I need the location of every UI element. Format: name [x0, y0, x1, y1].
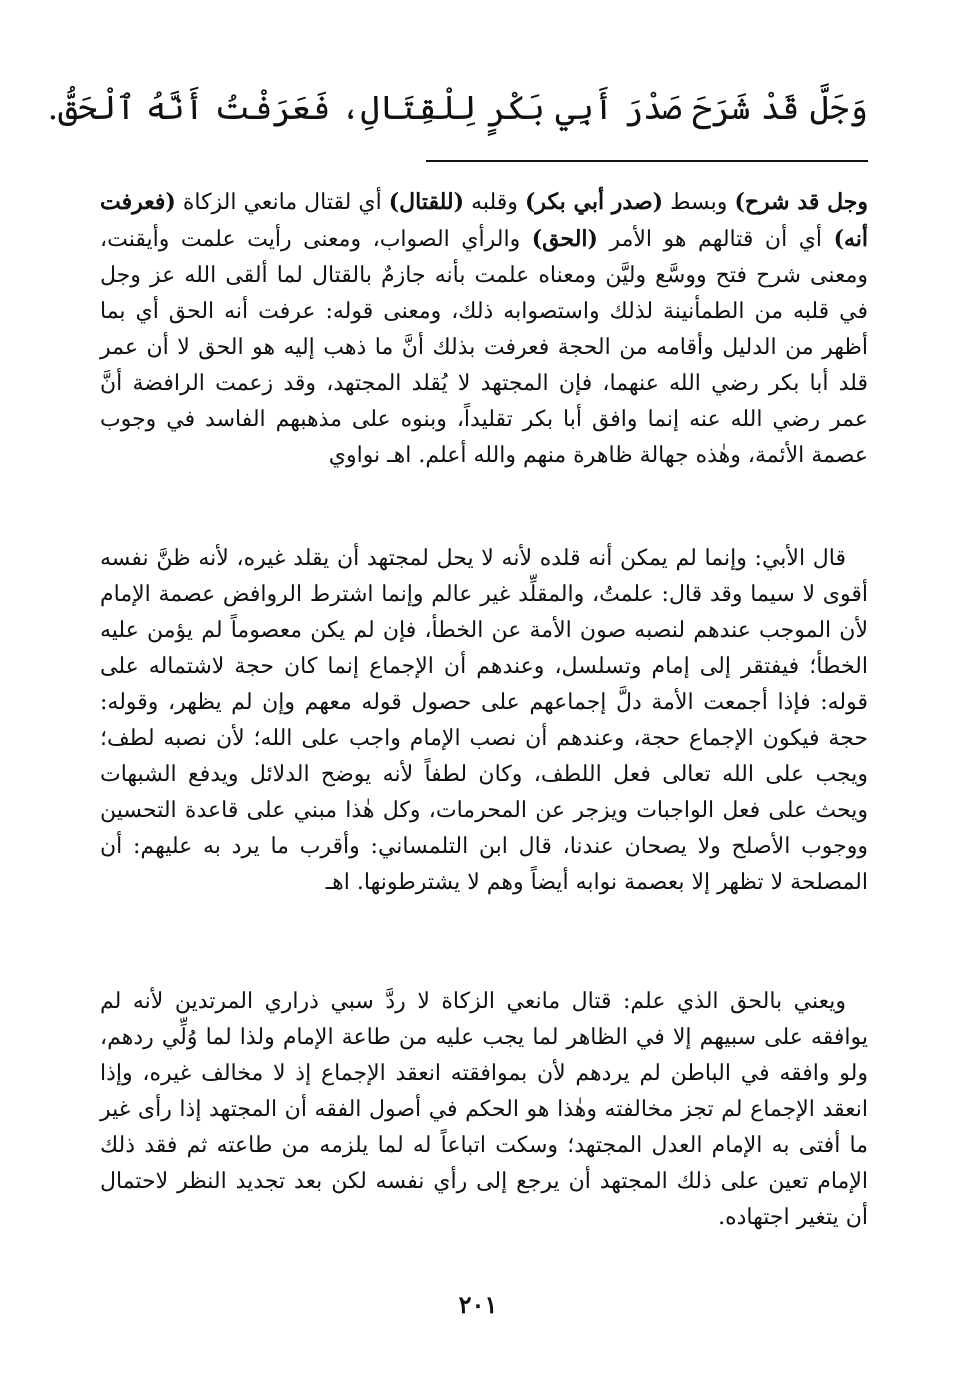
ubbi-paragraph: قال الأبي: وإنما لم يمكن أنه قلده لأنه لا يحل لمجتهد أن يقلد غيره، لأنه ظنَّ نفسه أقوى لا سيما وقد قال: علمتُ، والمقلِّد غير عالم وإنما اشترط الروافض عصمة الإمام لأن الموجب عندهم لنصبه صون الأمة عن الخطأ، فإن لم يكن معصوماً لم يؤمن عليه الخطأ؛ فيفتقر إلى إمام وتسلسل، وعندهم أن الإجماع إنما كان حجة لاشتماله على قوله: فإذا أجمعت الأمة دلَّ إجماعهم على حصول قوله معهم وإن لم يظهر، وقوله: حجة فيكون الإجماع حجة، وعندهم أن نصب الإمام واجب على الله؛ لأن نصبه لطف؛ ويجب على الله تعالى فعل اللطف، وكان لطفاً لأنه يوضح الدلائل ويدفع الشبهات ويحث على فعل الواجبات ويزجر عن المحرمات، وكل هٰذا مبني على قاعدة التحسين ووجوب الأصلح ولا يصحان عندنا، قال ابن التلمساني: وأقرب ما يرد به عليهم: أن المصلحة لا تظهر إلا بعصمة نوابه أيضاً وهم لا يشترطونها. اهـ: [100, 546, 868, 895]
page-number: ٢٠١: [458, 1290, 498, 1319]
commentary-text: وقلبه: [464, 190, 525, 215]
commentary-text: والرأي الصواب، ومعنى رأيت علمت وأيقنت، ومعنى شرح فتح ووسَّع وليَّن ومعناه علمت بأنه جازمٌ بالقتال لما ألقى الله عز وجل في قلبه من الطمأنينة لذلك واستصوابه ذلك، ومعنى قوله: عرفت أنه الحق أي بما أظهر من الدليل وأقامه من الحجة فعرفت بذلك أنَّ ما ذهب إليه هو الحق لا أن عمر قلد أبا بكر رضي الله عنهما، فإن المجتهد لا يُقلد المجتهد، وقد زعمت الرافضة أنَّ عمر رضي الله عنه إنما وافق أبا بكر تقليداً، وبنوه على مذهبهم الفاسد في وجوب عصمة الأئمة، وهٰذه جهالة ظاهرة منهم والله أعلم. اهـ نواوي: [100, 227, 868, 468]
commentary-paragraph: [100, 184, 868, 474]
separator-rule: [426, 160, 868, 162]
lemma-wajalla: وجل قد شرح): [734, 189, 868, 215]
commentary-text: وبسط: [663, 190, 735, 215]
lemma-sadr-abi-bakr: (صدر أبي بكر): [524, 189, 664, 215]
meaning-paragraph: ويعني بالحق الذي علم: قتال مانعي الزكاة لا ردَّ سبي ذراري المرتدين لأنه لم يوافقه على سبيهم إلا في الظاهر لما يجب عليه من طاعة الإمام ولذا لما وُلِّي ردهم، ولو وافقه في الباطن لم يردهم لأن بموافقته انعقد الإجماع إذ لا مخالف غيره، وإذا انعقد الإجماع لم تجز مخالفته وهٰذا هو الحكم في أصول الفقه أن المجتهد إذا رأى غير ما أفتى به الإمام العدل المجتهد؛ وسكت اتباعاً له لما يلزمه من طاعته ثم فقد ذلك الإمام تعين على ذلك المجتهد أن يرجع إلى رأي نفسه لكن بعد تجديد النظر لاحتمال أن يتغير اجتهاده.: [100, 989, 868, 1230]
lemma-faarafat-annahu: (فعرفت أنه): [100, 189, 869, 252]
lemma-alhaqq: (الحق): [531, 226, 598, 252]
hadith-text: وَجَلَّ قَدْ شَرَحَ صَدْرَ أَبِي بَكْرٍ لِلْقِتَالِ، فَعَرَفْتُ أَنَّهُ ٱلْحَقُّ.: [47, 88, 868, 127]
commentary-text: أي أن قتالهم هو الأمر: [597, 227, 834, 252]
lemma-lilqital: (للقتال): [388, 189, 465, 215]
commentary-text: أي لقتال مانعي الزكاة: [175, 190, 389, 215]
